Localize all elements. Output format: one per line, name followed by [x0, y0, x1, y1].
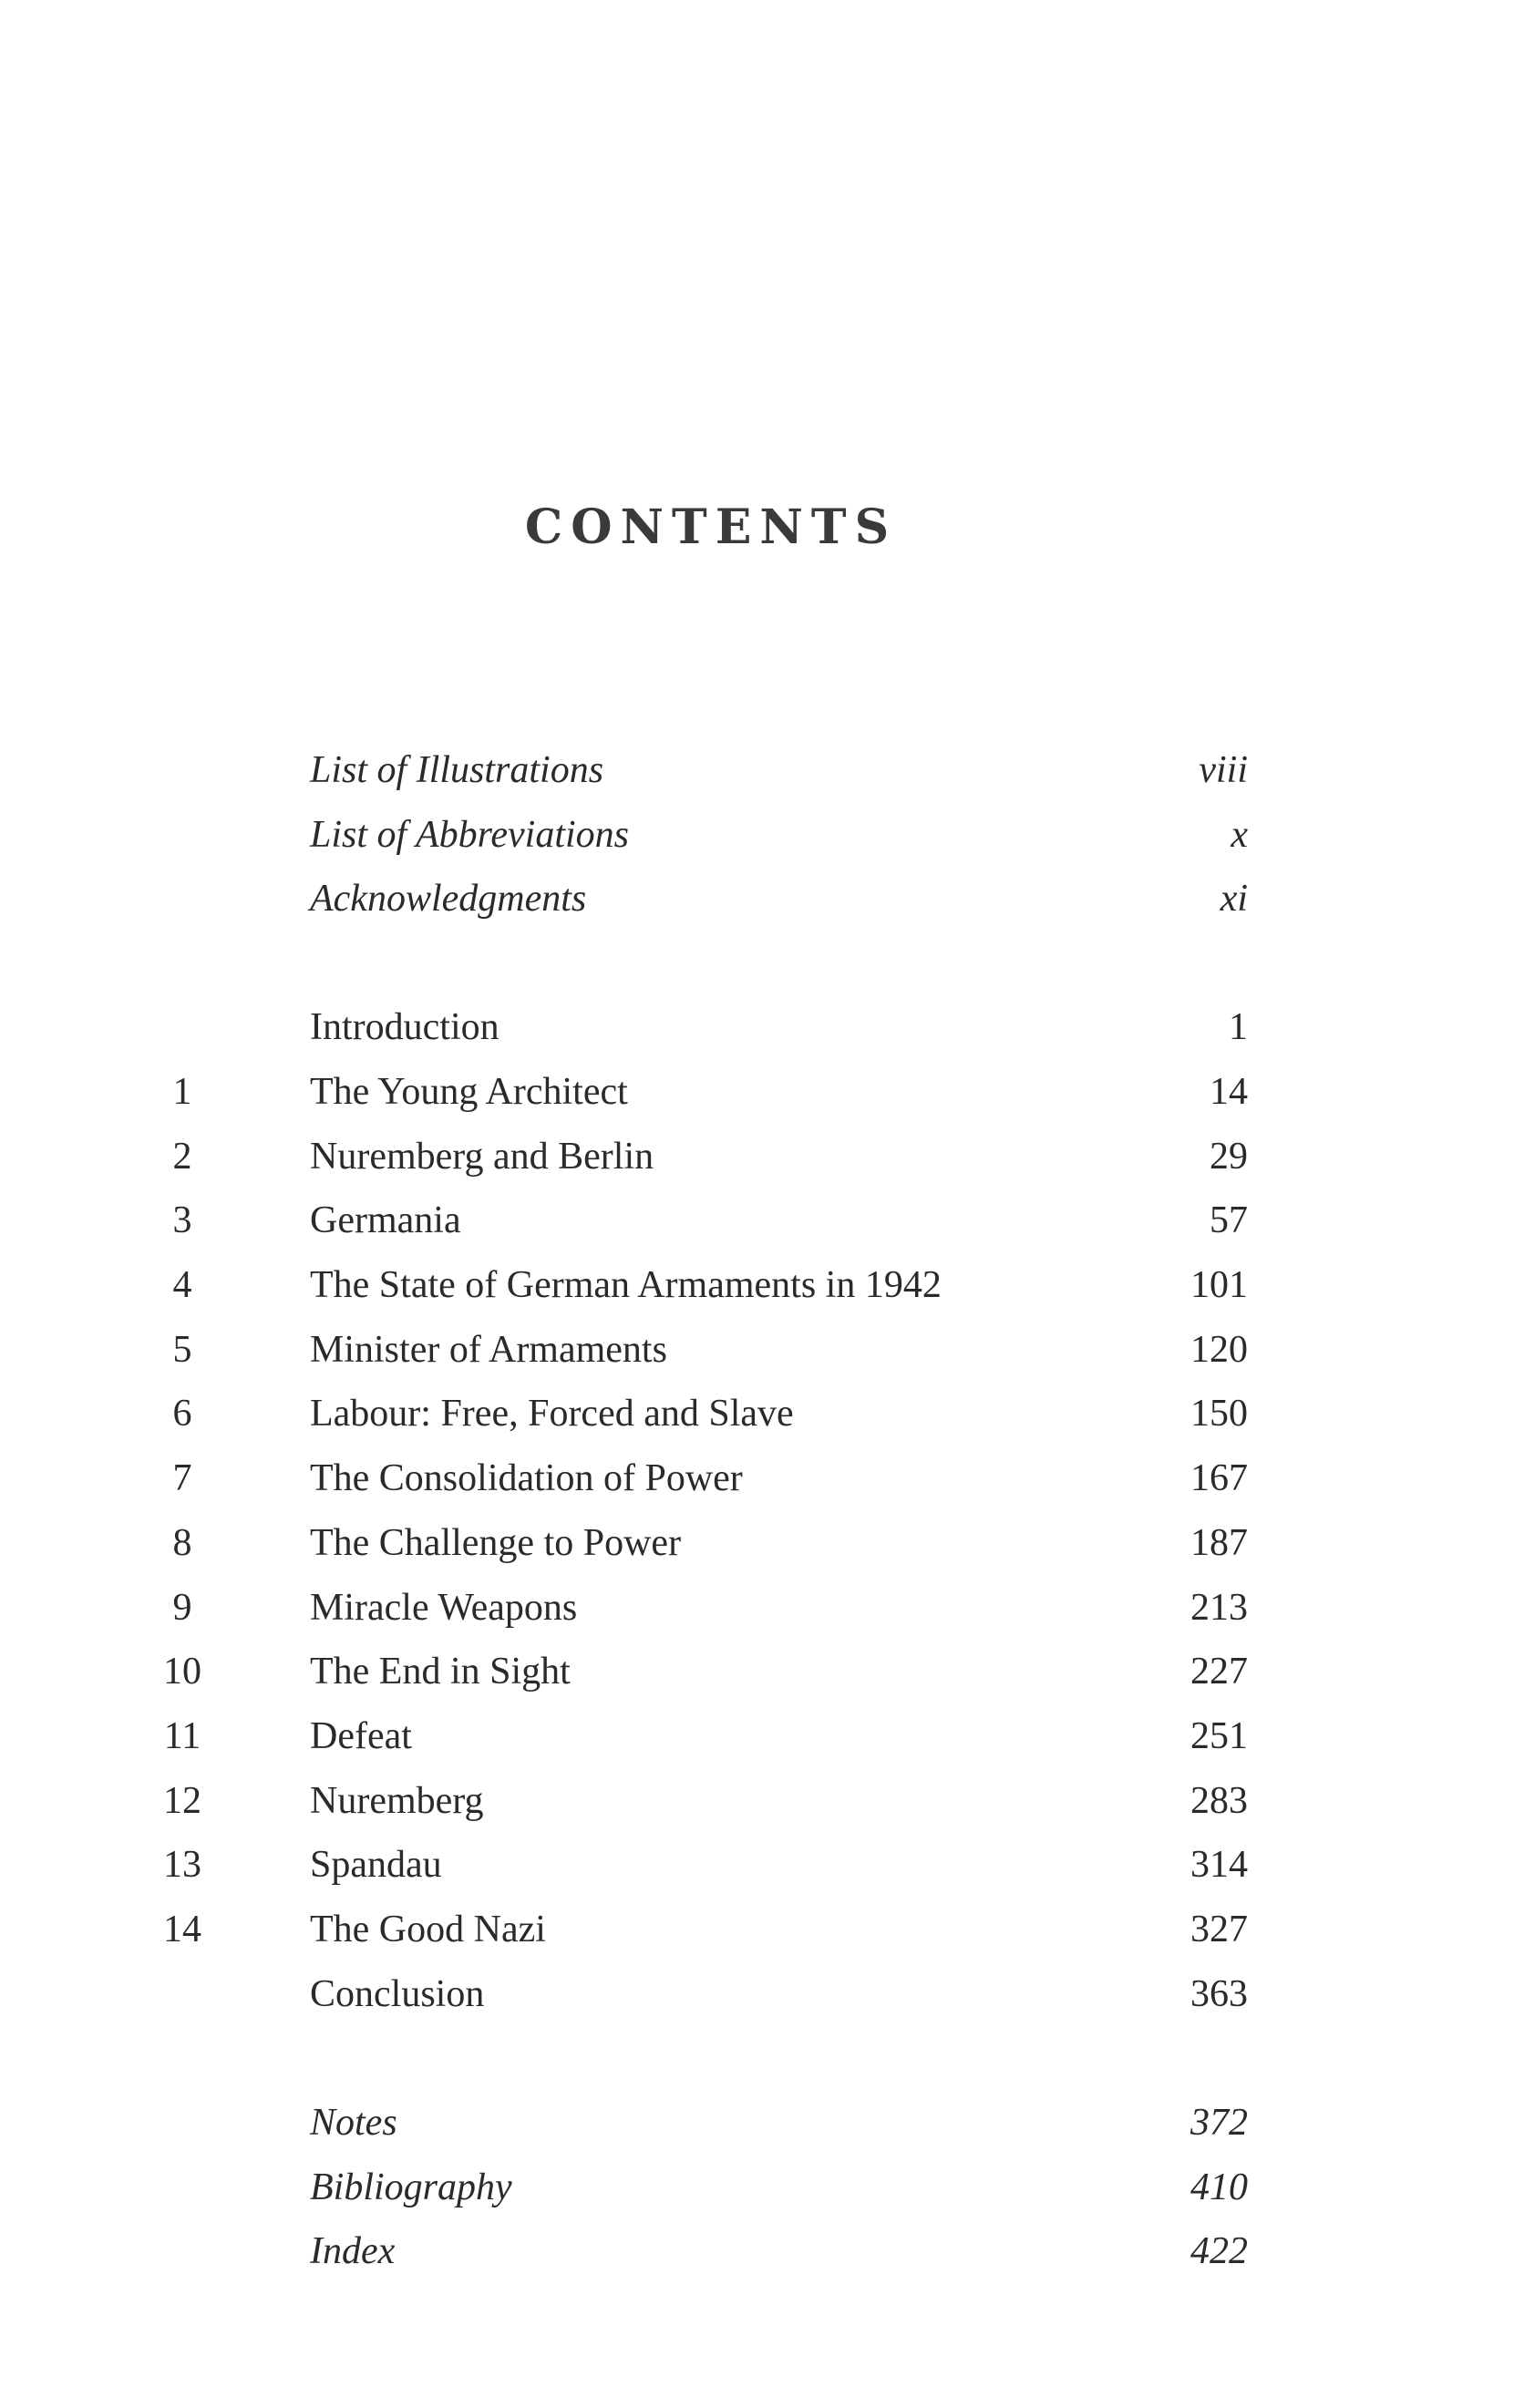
toc-entry-index[interactable]: [0, 2219, 1524, 2283]
chapter-number: 14: [163, 1909, 201, 1950]
page-title: CONTENTS: [524, 499, 898, 555]
toc-entry-title: Miracle Weapons: [310, 1587, 578, 1629]
toc-entry-page: 372: [1190, 2102, 1248, 2144]
chapter-number: 9: [172, 1587, 192, 1629]
toc-entry-title: The Young Architect: [310, 1071, 628, 1113]
chapter-number: 7: [172, 1457, 192, 1499]
toc-entry-page: 14: [1210, 1071, 1248, 1113]
chapter-number: 10: [163, 1651, 201, 1693]
toc-entry-page: 251: [1190, 1715, 1248, 1757]
chapter-number: 6: [172, 1393, 192, 1435]
toc-entry-page: 29: [1210, 1136, 1248, 1178]
toc-entry-chapter-11[interactable]: [0, 1704, 1524, 1768]
toc-entry-page: 187: [1190, 1522, 1248, 1564]
toc-entry-title: The State of German Armaments in 1942: [310, 1264, 942, 1306]
toc-entry-title: Minister of Armaments: [310, 1329, 667, 1371]
chapter-number: 2: [172, 1136, 192, 1178]
toc-entry-chapter-9[interactable]: [0, 1576, 1524, 1640]
toc-entry-acknowledgments[interactable]: [0, 867, 1524, 931]
toc-entry-chapter-2[interactable]: [0, 1125, 1524, 1189]
toc-entry-title: Labour: Free, Forced and Slave: [310, 1393, 794, 1435]
toc-entry-chapter-13[interactable]: [0, 1833, 1524, 1897]
toc-entry-chapter-7[interactable]: [0, 1446, 1524, 1510]
toc-entry-title: Notes: [310, 2102, 397, 2144]
toc-entry-bibliography[interactable]: [0, 2156, 1524, 2219]
toc-entry-title: Bibliography: [310, 2166, 512, 2208]
toc-entry-title: The Challenge to Power: [310, 1522, 682, 1564]
toc-entry-page: 314: [1190, 1844, 1248, 1886]
toc-entry-list-of-abbreviations[interactable]: [0, 803, 1524, 867]
toc-entry-chapter-4[interactable]: [0, 1253, 1524, 1317]
toc-entry-page: 101: [1190, 1264, 1248, 1306]
toc-entry-title: Acknowledgments: [310, 878, 587, 920]
toc-entry-list-of-illustrations[interactable]: [0, 738, 1524, 802]
toc-entry-title: Introduction: [310, 1006, 499, 1048]
toc-entry-page: 120: [1190, 1329, 1248, 1371]
toc-entry-chapter-1[interactable]: [0, 1060, 1524, 1124]
toc-entry-title: The Consolidation of Power: [310, 1457, 743, 1499]
toc-entry-page: 227: [1190, 1651, 1248, 1693]
toc-entry-title: Nuremberg and Berlin: [310, 1136, 654, 1178]
chapter-number: 8: [172, 1522, 192, 1564]
toc-entry-title: The End in Sight: [310, 1651, 571, 1693]
chapter-number: 13: [163, 1844, 201, 1886]
toc-entry-chapter-14[interactable]: [0, 1898, 1524, 1961]
chapter-number: 4: [172, 1264, 192, 1306]
toc-entry-introduction[interactable]: [0, 995, 1524, 1059]
toc-entry-chapter-12[interactable]: [0, 1769, 1524, 1833]
toc-entry-title: Defeat: [310, 1715, 412, 1757]
toc-entry-page: 213: [1190, 1587, 1248, 1629]
toc-entry-page: xi: [1220, 878, 1248, 920]
toc-entry-title: Spandau: [310, 1844, 442, 1886]
toc-entry-chapter-3[interactable]: [0, 1189, 1524, 1252]
chapter-number: 5: [172, 1329, 192, 1371]
toc-entry-page: 167: [1190, 1457, 1248, 1499]
toc-entry-chapter-10[interactable]: [0, 1640, 1524, 1703]
toc-entry-page: x: [1231, 814, 1248, 856]
toc-entry-chapter-8[interactable]: [0, 1511, 1524, 1575]
toc-entry-page: 150: [1190, 1393, 1248, 1435]
toc-entry-page: viii: [1199, 749, 1248, 791]
toc-entry-page: 1: [1229, 1006, 1248, 1048]
toc-entry-title: Conclusion: [310, 1973, 485, 2015]
chapter-number: 11: [163, 1715, 201, 1757]
toc-entry-page: 327: [1190, 1909, 1248, 1950]
toc-entry-page: 283: [1190, 1780, 1248, 1822]
toc-entry-title: List of Illustrations: [310, 749, 604, 791]
toc-entry-conclusion[interactable]: [0, 1962, 1524, 2026]
chapter-number: 3: [172, 1199, 192, 1241]
toc-entry-notes[interactable]: [0, 2091, 1524, 2155]
chapter-number: 1: [172, 1071, 192, 1113]
toc-entry-title: Germania: [310, 1199, 461, 1241]
chapter-number: 12: [163, 1780, 201, 1822]
toc-entry-title: The Good Nazi: [310, 1909, 546, 1950]
toc-entry-title: List of Abbreviations: [310, 814, 630, 856]
toc-entry-page: 363: [1190, 1973, 1248, 2015]
toc-entry-page: 57: [1210, 1199, 1248, 1241]
toc-entry-title: Nuremberg: [310, 1780, 484, 1822]
toc-entry-chapter-6[interactable]: [0, 1382, 1524, 1446]
toc-entry-chapter-5[interactable]: [0, 1318, 1524, 1382]
toc-entry-page: 422: [1190, 2230, 1248, 2272]
toc-entry-page: 410: [1190, 2166, 1248, 2208]
toc-entry-title: Index: [310, 2230, 396, 2272]
